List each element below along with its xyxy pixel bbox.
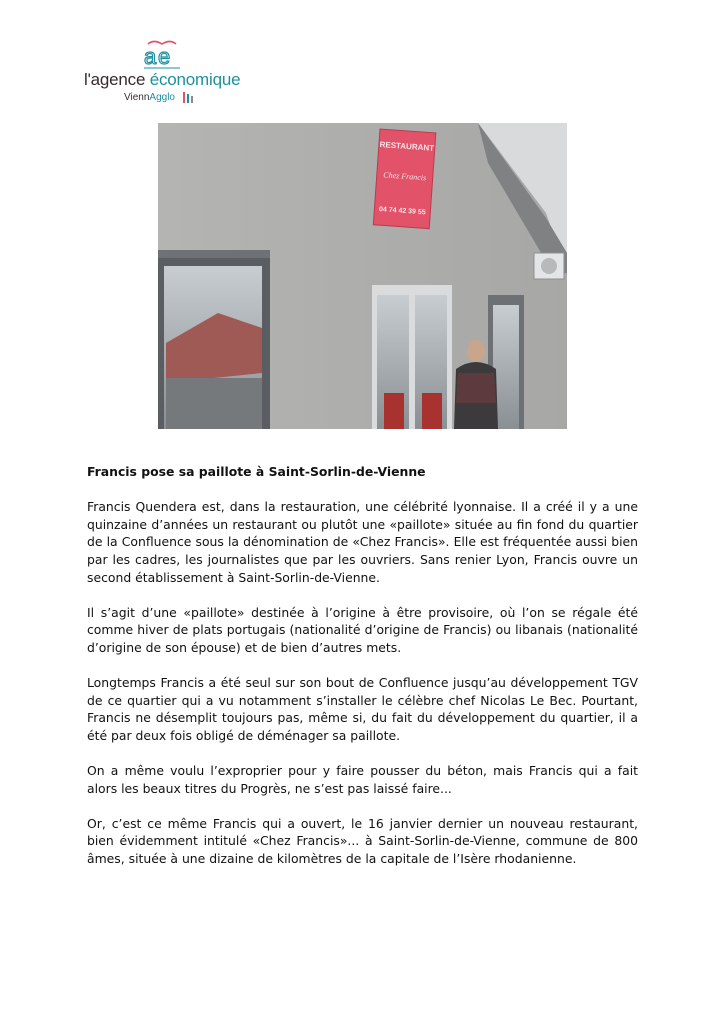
article-paragraph: On a même voulu l’exproprier pour y faire pousser du béton, mais Francis qui a fait alors les beaux titres du Progrès, ne s’est pas laissé faire... — [87, 763, 638, 796]
logo-wordmark: l'agence économique — [84, 70, 241, 89]
logo-subtitle: ViennAgglo — [124, 92, 175, 103]
sign-phone-text: 04 74 42 39 55 — [378, 206, 426, 217]
article-title: Francis pose sa paillote à Saint-Sorlin-de-Vienne — [87, 464, 426, 479]
sign-name-text: Chez Francis — [383, 170, 427, 183]
agence-economique-logo — [82, 40, 242, 108]
article-paragraph: Longtemps Francis a été seul sur son bout de Confluence jusqu’au développement TGV de ce quartier qui a vu notamment s’installer le célèbre chef Nicolas Le Bec. Pourtant, Francis ne désemplit toujours pas, même si, du fait du développement du quartier, il a été par deux fois obligé de déménager sa paillote. — [87, 675, 638, 743]
article-paragraph: Il s’agit d’une «paillote» destinée à l’origine à être provisoire, où l’on se régale été comme hiver de plats portugais (nationalité d’origine de Francis) ou libanais (nationalité d’origine de son épouse) et de bien d’autres mets. — [87, 604, 638, 655]
svg-text:a: a — [144, 44, 157, 69]
viennagglo-mark-icon — [182, 91, 194, 104]
agence-monogram-icon — [140, 40, 184, 70]
restaurant-photo — [158, 123, 567, 429]
sign-restaurant-text: RESTAURANT — [379, 140, 435, 153]
article-paragraph: Or, c’est ce même Francis qui a ouvert, le 16 janvier dernier un nouveau restaurant, bien évidemment intitulé «Chez Francis»... à Saint-Sorlin-de-Vienne, commune de 800 âmes, située à une dizaine de kilomètres de la capitale de l’Isère rhodanienne. — [87, 815, 638, 867]
article — [87, 463, 638, 885]
svg-text:e: e — [158, 44, 171, 69]
article-paragraph: Francis Quendera est, dans la restauration, une célébrité lyonnaise. Il a créé il y a une quinzaine d’années un restaurant ou plutôt une «paillote» située au fin fond du quartier de la Confluence sous la dénomination de «Chez Francis». Elle est fréquentée aussi bien par les cadres, les journalistes que par les ouvriers. Sans renier Lyon, Francis ouvre un second établissement à Saint-Sorlin-de-Vienne. — [87, 499, 638, 585]
